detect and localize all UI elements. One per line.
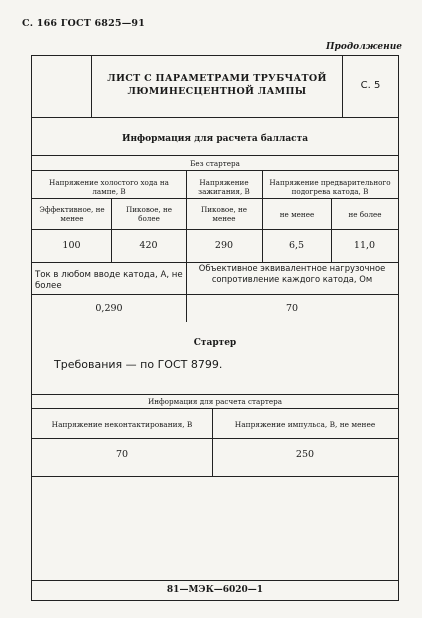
col-divider-3: [111, 198, 112, 262]
sheet-title-line1: ЛИСТ С ПАРАМЕТРАМИ ТРУБЧАТОЙ: [107, 73, 327, 84]
equiv-resistance-value: 70: [285, 303, 299, 314]
effective-value: 100: [62, 240, 81, 251]
table-rule-2: [32, 170, 398, 171]
page-header: С. 166 ГОСТ 6825—91: [22, 18, 146, 29]
pulse-value: 250: [295, 449, 315, 460]
sheet-title: [92, 72, 342, 98]
starter-rule-1: [32, 394, 398, 395]
preheat-header: Напряжение предварительного подогрева катода, В: [269, 178, 391, 196]
continuation-label: Продолжение: [326, 42, 402, 52]
starter-col-divider: [212, 408, 213, 476]
peak-header: Пиковое, не более: [125, 205, 173, 223]
page-footer: 81—МЭК—6020—1: [166, 585, 264, 595]
table-rule-top: [32, 155, 398, 156]
cathode-current-label: Ток в любом вводе катода, А, не более: [35, 270, 183, 291]
open-circuit-header: Напряжение холостого хода на лампе, В: [49, 178, 169, 196]
preheat-min-header: не менее: [279, 210, 315, 219]
starter-rule-3: [32, 438, 398, 439]
effective-header: Эффективное, не менее: [39, 205, 105, 223]
peak-value: 420: [139, 240, 158, 251]
table-rule-3: [32, 198, 398, 199]
col-divider-4: [331, 198, 332, 262]
ignition-peak-value: 290: [214, 240, 234, 251]
starter-requirements: Требования — по ГОСТ 8799.: [54, 358, 223, 371]
pulse-header: Напряжение импульса, В, не менее: [234, 420, 376, 429]
ballast-heading: Информация для расчета балласта: [121, 134, 309, 144]
table-rule-4: [32, 229, 398, 230]
starter-rule-4: [32, 476, 398, 477]
ignition-peak-header: Пиковое, не менее: [200, 205, 248, 223]
preheat-max-value: 11,0: [353, 240, 376, 251]
title-bottom-rule: [32, 117, 398, 118]
table-rule-6: [32, 294, 398, 295]
starter-info-heading: Информация для расчета стартера: [148, 397, 282, 406]
preheat-max-header: не более: [348, 210, 382, 219]
sheet-title-line2: ЛЮМИНЕСЦЕНТНОЙ ЛАМПЫ: [127, 86, 307, 97]
starter-rule-2: [32, 408, 398, 409]
non-contact-header: Напряжение неконтактирования, В: [51, 420, 193, 429]
non-contact-value: 70: [115, 449, 129, 460]
no-starter-label: Без стартера: [190, 159, 240, 168]
cathode-current-value: 0,290: [95, 303, 123, 314]
equiv-resistance-label: Объективное эквивалентное нагрузочное сопротивление каждого катода, Ом: [198, 263, 386, 284]
ignition-header: Напряжение зажигания, В: [198, 178, 250, 196]
sheet-page-ref: С. 5: [360, 80, 381, 91]
starter-heading: Стартер: [193, 338, 237, 348]
footer-rule: [32, 580, 398, 581]
preheat-min-value: 6,5: [288, 240, 305, 251]
